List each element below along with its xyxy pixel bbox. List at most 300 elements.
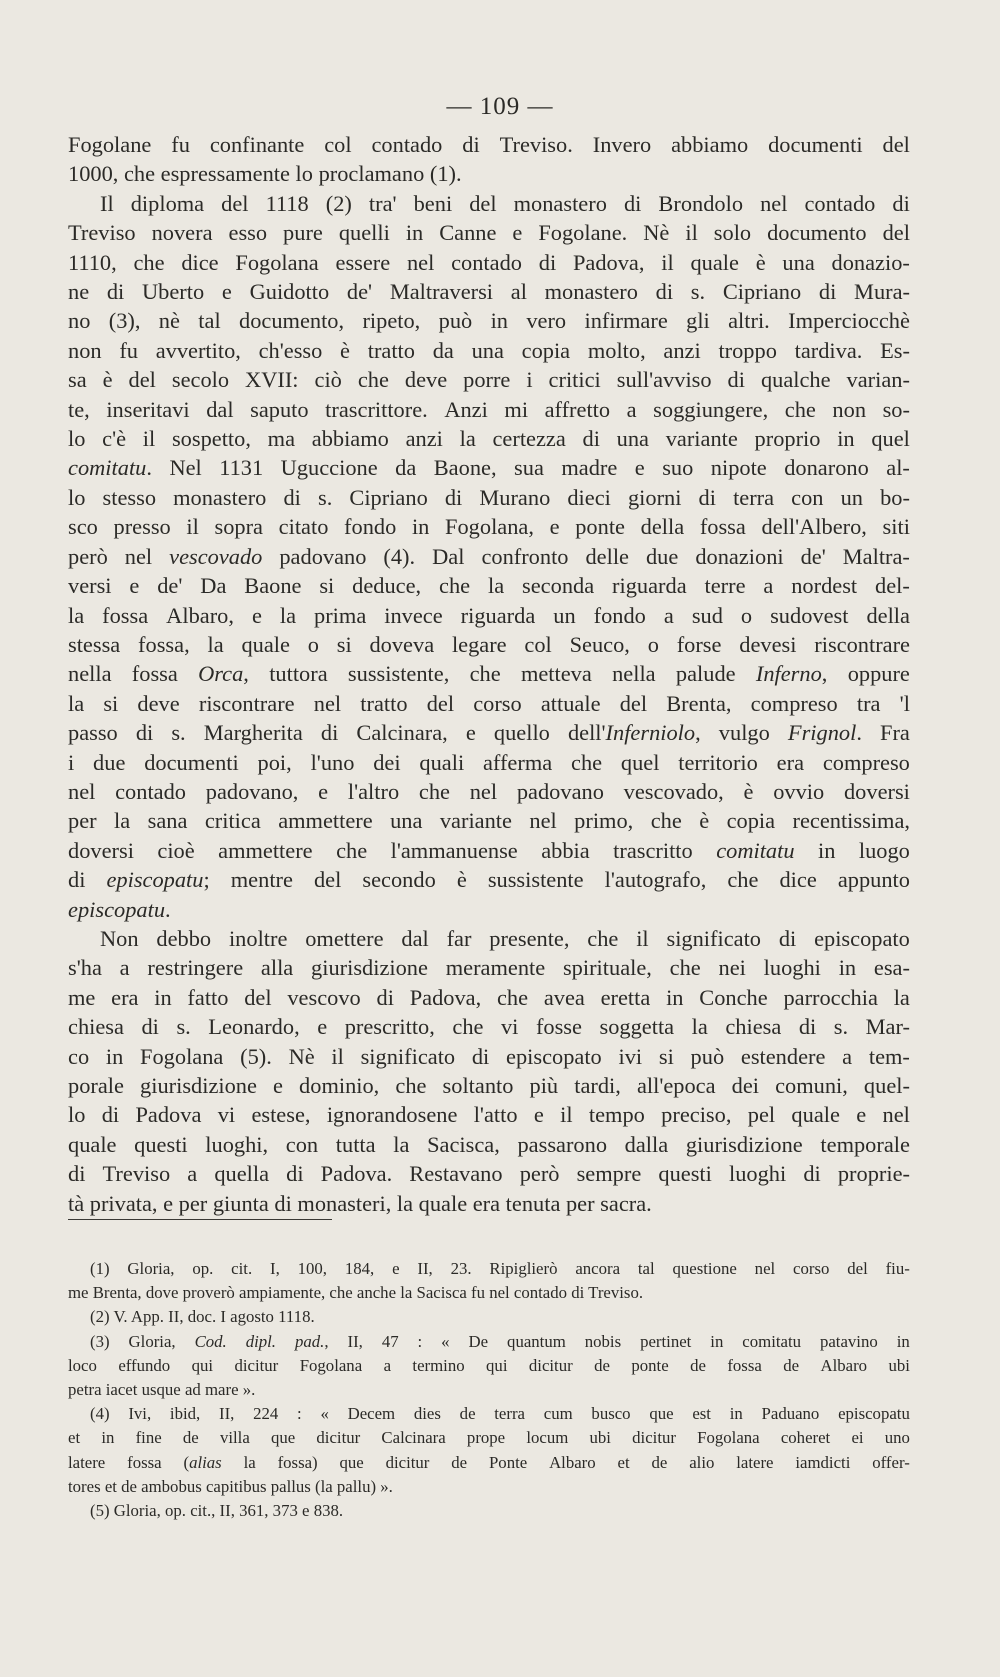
word-group xyxy=(187,1159,197,1188)
word: dipl. xyxy=(245,1331,276,1351)
word: chiesa xyxy=(725,1014,782,1040)
word: il xyxy=(636,925,649,951)
word-group xyxy=(874,953,910,982)
word-group xyxy=(200,571,226,600)
word-group xyxy=(653,395,768,424)
word: si xyxy=(319,573,335,599)
word-group xyxy=(68,689,84,718)
word-group xyxy=(792,806,910,835)
word-group xyxy=(529,1354,573,1378)
word-group xyxy=(406,424,443,453)
word: de xyxy=(651,1452,668,1472)
word: corso xyxy=(793,1259,830,1278)
word-group xyxy=(624,189,641,218)
word: del xyxy=(426,690,455,716)
word: lo xyxy=(68,484,86,510)
word: più xyxy=(529,1073,559,1098)
word: in xyxy=(837,426,855,452)
word: luoghi, xyxy=(205,1131,269,1157)
word-group xyxy=(730,1402,743,1426)
word: e xyxy=(549,514,560,540)
word-group xyxy=(699,806,709,835)
word: soggiungere, xyxy=(653,396,769,422)
word-group xyxy=(451,248,522,277)
word-group xyxy=(444,395,488,424)
word-group xyxy=(560,1100,572,1129)
word: dicitur xyxy=(234,1355,279,1375)
word: del xyxy=(221,190,249,216)
word: que xyxy=(339,1452,364,1472)
word: fine xyxy=(135,1428,162,1448)
word: di xyxy=(135,720,154,746)
word: episcopato xyxy=(506,1043,602,1069)
word-group xyxy=(469,189,496,218)
word-group xyxy=(457,865,467,894)
word-group xyxy=(512,218,522,247)
word-group xyxy=(799,1012,816,1041)
word: varian- xyxy=(846,367,910,393)
word-group xyxy=(526,365,532,394)
word: Baone, xyxy=(433,455,497,481)
word: Nel xyxy=(169,455,202,481)
word: quantum xyxy=(507,1331,566,1351)
word: di xyxy=(727,367,745,393)
word-group xyxy=(636,924,648,953)
word-group xyxy=(258,748,292,777)
word: nel xyxy=(406,249,435,275)
word-group xyxy=(779,865,816,894)
word-group xyxy=(68,659,112,688)
word: cioè xyxy=(157,837,195,863)
word-group xyxy=(605,865,707,894)
word-group xyxy=(349,483,427,512)
word-group xyxy=(536,1012,582,1041)
word-group xyxy=(544,983,585,1012)
word: cit. xyxy=(231,1259,253,1278)
word: si xyxy=(103,690,119,716)
word: è xyxy=(699,808,710,834)
word: Cipriano xyxy=(349,484,428,510)
word-group xyxy=(362,865,435,894)
word: quale xyxy=(241,631,290,657)
word: latere xyxy=(736,1452,774,1472)
word-group xyxy=(289,1042,315,1071)
word-group xyxy=(690,1354,706,1378)
word: appunto xyxy=(837,867,910,893)
word: in xyxy=(101,1428,115,1448)
word-group xyxy=(719,953,746,982)
word: era xyxy=(776,749,805,775)
word-group xyxy=(244,1451,256,1475)
word-group xyxy=(157,571,182,600)
word-group xyxy=(520,1159,560,1188)
word-group xyxy=(325,395,428,424)
word-group xyxy=(467,1426,505,1450)
word-group xyxy=(886,1257,910,1281)
word-group xyxy=(156,924,211,953)
word: est xyxy=(692,1404,711,1424)
word: nel xyxy=(469,778,498,804)
word: latere xyxy=(68,1452,106,1472)
word: fossa xyxy=(727,1355,762,1375)
word: di xyxy=(101,1102,120,1128)
word-group xyxy=(894,983,910,1012)
word-group xyxy=(549,365,601,394)
word-group xyxy=(584,306,667,335)
word-group xyxy=(690,248,739,277)
word: tardiva. xyxy=(794,337,863,363)
word: abbiamo xyxy=(311,426,389,452)
word-group xyxy=(751,689,838,718)
word: compreso xyxy=(822,749,910,775)
word: s. xyxy=(176,1014,191,1040)
word: per xyxy=(68,808,97,834)
word: oppure xyxy=(847,661,910,687)
word-group xyxy=(624,777,724,806)
word-group xyxy=(356,718,447,747)
word-group xyxy=(298,1257,327,1281)
word-group xyxy=(337,630,352,659)
word: suo xyxy=(662,455,694,481)
footnote-line xyxy=(68,1378,910,1402)
word: devesi xyxy=(739,631,797,657)
word-group xyxy=(412,1354,464,1378)
word-group xyxy=(727,806,776,835)
word-group xyxy=(781,1426,830,1450)
text-line xyxy=(68,1159,910,1188)
word: De xyxy=(468,1331,489,1351)
word: tal xyxy=(198,308,221,334)
word-group xyxy=(412,512,429,541)
word: de' xyxy=(157,573,183,599)
word-group xyxy=(109,306,141,335)
word-group xyxy=(140,1071,257,1100)
word: restringere xyxy=(147,955,244,981)
word: dalla xyxy=(624,1131,669,1157)
word: questi xyxy=(658,1161,712,1187)
word-group xyxy=(627,395,637,424)
word: de xyxy=(451,1452,468,1472)
word-group xyxy=(856,1100,866,1129)
word: mi xyxy=(504,396,529,422)
word-group xyxy=(819,277,836,306)
word: omettere xyxy=(305,925,384,951)
word-group xyxy=(352,571,421,600)
word: me xyxy=(68,984,96,1010)
word: inseritavi xyxy=(106,396,190,422)
word: prope xyxy=(466,1428,506,1448)
word-group xyxy=(451,1257,472,1281)
footnote-line xyxy=(68,1451,910,1475)
word-group xyxy=(368,336,415,365)
text-run: petra iacet usque ad mare ». xyxy=(68,1380,256,1400)
word-group xyxy=(348,1402,396,1426)
word-group xyxy=(244,983,271,1012)
word: in xyxy=(411,514,430,540)
word: 224 xyxy=(253,1404,279,1424)
word-group xyxy=(488,865,584,894)
word: e xyxy=(221,279,232,305)
word: avea xyxy=(543,984,585,1010)
word: i xyxy=(526,367,533,393)
word: riguarda xyxy=(460,602,536,628)
word-group xyxy=(273,1071,283,1100)
word-group xyxy=(857,689,881,718)
word-group xyxy=(297,1402,302,1426)
word-group xyxy=(804,189,875,218)
word: recentissima, xyxy=(792,808,910,834)
word: donarono xyxy=(784,455,869,481)
word: con xyxy=(285,1131,319,1157)
word-group xyxy=(383,542,415,571)
word: tratto xyxy=(367,337,415,363)
word-group xyxy=(695,542,783,571)
word: Conche xyxy=(699,984,768,1010)
word: Uberto xyxy=(142,279,205,305)
word: forse xyxy=(676,631,722,657)
word-group xyxy=(432,542,464,571)
word-group xyxy=(838,865,910,894)
text-run: episcopatu xyxy=(68,896,166,922)
text-line xyxy=(68,424,910,453)
word-group xyxy=(847,1257,868,1281)
text-line xyxy=(68,248,910,277)
word: dies xyxy=(413,1404,441,1424)
word-group xyxy=(628,483,681,512)
word: del xyxy=(313,867,342,893)
word-group xyxy=(204,718,303,747)
word-group xyxy=(391,836,518,865)
word: di xyxy=(818,279,837,305)
word: luoghi xyxy=(728,1161,787,1187)
word-group xyxy=(585,542,629,571)
word-group xyxy=(643,218,669,247)
word-group xyxy=(483,748,552,777)
word-group xyxy=(68,983,95,1012)
word-group xyxy=(691,277,705,306)
text-line xyxy=(68,130,910,159)
word-group xyxy=(278,806,372,835)
word-group xyxy=(666,983,683,1012)
word-group xyxy=(136,1426,162,1450)
word: Gloria, xyxy=(128,1331,176,1351)
word: Murano xyxy=(479,484,551,510)
word-group xyxy=(327,1100,458,1129)
word-group xyxy=(864,1071,910,1100)
word-part: , xyxy=(695,720,701,746)
word: l'atto xyxy=(473,1102,518,1128)
word: quale xyxy=(68,1131,117,1157)
word-group xyxy=(452,630,507,659)
footnote-separator xyxy=(68,1219,332,1220)
word: dal xyxy=(401,925,429,951)
word-part: , xyxy=(324,1331,329,1351)
word-group xyxy=(697,1426,759,1450)
word-group xyxy=(832,248,910,277)
word-group xyxy=(479,483,550,512)
word: monastero xyxy=(544,279,638,305)
word-group xyxy=(347,1330,362,1354)
word-group xyxy=(159,306,180,335)
word-group xyxy=(90,1257,110,1281)
word-group xyxy=(671,130,748,159)
word: metteva xyxy=(520,661,592,687)
word: cum xyxy=(543,1404,573,1424)
word: affretto xyxy=(544,396,611,422)
word: et xyxy=(617,1452,630,1472)
word-group xyxy=(345,1257,374,1281)
word: nel xyxy=(124,543,153,569)
word: ammettere xyxy=(218,837,313,863)
word: padovano xyxy=(516,778,604,804)
word-group xyxy=(68,277,89,306)
word: Treviso. xyxy=(499,132,573,157)
word: che xyxy=(727,867,759,893)
word-group xyxy=(103,689,118,718)
word: di xyxy=(444,484,463,510)
word-group xyxy=(321,1159,393,1188)
word-group xyxy=(534,1100,544,1129)
word: Padova. xyxy=(320,1161,393,1187)
word: palude xyxy=(675,661,736,687)
word: : xyxy=(297,1404,302,1424)
word-group xyxy=(883,512,910,541)
word: vero xyxy=(526,308,567,334)
word-group xyxy=(544,1402,573,1426)
word: nei xyxy=(718,955,746,981)
word-group xyxy=(474,1100,518,1129)
word-group xyxy=(784,453,869,482)
word-group xyxy=(486,1354,507,1378)
word: che xyxy=(395,1073,427,1098)
footnote-line xyxy=(68,1330,910,1354)
text-line xyxy=(68,1012,910,1041)
word-group xyxy=(755,424,821,453)
word-group xyxy=(68,130,151,159)
word-part: , xyxy=(243,661,249,687)
text-line xyxy=(68,336,910,365)
word-group xyxy=(173,483,266,512)
word-group xyxy=(68,424,85,453)
word-group xyxy=(788,718,862,747)
word: dieci xyxy=(567,484,611,510)
word: è xyxy=(755,249,766,275)
word: e xyxy=(251,602,262,628)
word-group xyxy=(739,630,796,659)
word: episcopatu xyxy=(106,867,204,893)
word-group xyxy=(791,571,857,600)
word-group xyxy=(892,189,909,218)
word: nel xyxy=(760,190,788,216)
word-group xyxy=(839,953,856,982)
word: nel xyxy=(754,1259,776,1278)
word: quel- xyxy=(863,1073,910,1098)
word-group xyxy=(134,1130,187,1159)
word-group xyxy=(460,1402,476,1426)
word: s. xyxy=(690,279,706,305)
word-group xyxy=(345,1012,435,1041)
word: molto, xyxy=(587,337,646,363)
word: di xyxy=(462,132,480,157)
word: anzi xyxy=(663,337,701,363)
word: che xyxy=(587,925,619,951)
word: al xyxy=(510,279,527,305)
word: Padova, xyxy=(572,249,645,275)
word: di xyxy=(283,484,301,510)
word: passo xyxy=(68,720,118,746)
text-line xyxy=(68,1189,910,1218)
word-group xyxy=(132,659,178,688)
word-part: alias xyxy=(189,1452,222,1472)
word-group xyxy=(312,424,389,453)
word-group xyxy=(344,512,396,541)
word-group xyxy=(820,1330,878,1354)
word-group xyxy=(888,1354,909,1378)
word: variante xyxy=(439,808,512,834)
word-group xyxy=(795,1451,850,1475)
text-line xyxy=(68,395,910,424)
word: in xyxy=(490,308,508,334)
word-group xyxy=(736,1451,773,1475)
word: copia xyxy=(521,337,571,363)
word-group xyxy=(692,1012,708,1041)
word-group xyxy=(488,571,504,600)
word-group xyxy=(497,983,528,1012)
word-group xyxy=(269,659,327,688)
word: di xyxy=(286,1161,304,1187)
word-group xyxy=(526,1426,568,1450)
word-group xyxy=(686,306,710,335)
word: e xyxy=(318,778,329,804)
word-group xyxy=(851,1426,863,1450)
word: (1) xyxy=(90,1259,110,1278)
word: due xyxy=(93,749,126,775)
word: ubi xyxy=(589,1428,611,1448)
word-group xyxy=(782,248,814,277)
word: invece xyxy=(384,602,443,628)
word: Calcinara xyxy=(381,1428,446,1448)
word-group xyxy=(489,924,569,953)
word: Invero xyxy=(592,132,652,157)
word: da xyxy=(395,455,417,481)
word-group xyxy=(395,1071,426,1100)
word-group xyxy=(760,189,787,218)
word-group xyxy=(814,924,910,953)
word-group xyxy=(141,1012,158,1041)
word-group xyxy=(658,1159,711,1188)
word: nel xyxy=(313,690,342,716)
word: sospetto, xyxy=(171,426,251,452)
word-group xyxy=(848,659,910,688)
word: dicitur xyxy=(528,1355,573,1375)
word-group xyxy=(119,336,138,365)
word: ivi xyxy=(618,1043,643,1069)
word-group xyxy=(663,336,700,365)
word: Da xyxy=(200,573,227,599)
word-group xyxy=(728,365,745,394)
word-group xyxy=(618,1451,630,1475)
word-group xyxy=(68,218,136,247)
word: che xyxy=(571,749,603,775)
word: fossa xyxy=(699,514,746,540)
word-group xyxy=(68,248,117,277)
word: Il xyxy=(100,190,114,216)
word-group xyxy=(761,365,831,394)
word: Ivi, xyxy=(128,1404,152,1424)
word: non xyxy=(68,337,102,363)
word-group xyxy=(419,748,464,777)
word: il xyxy=(685,220,698,246)
